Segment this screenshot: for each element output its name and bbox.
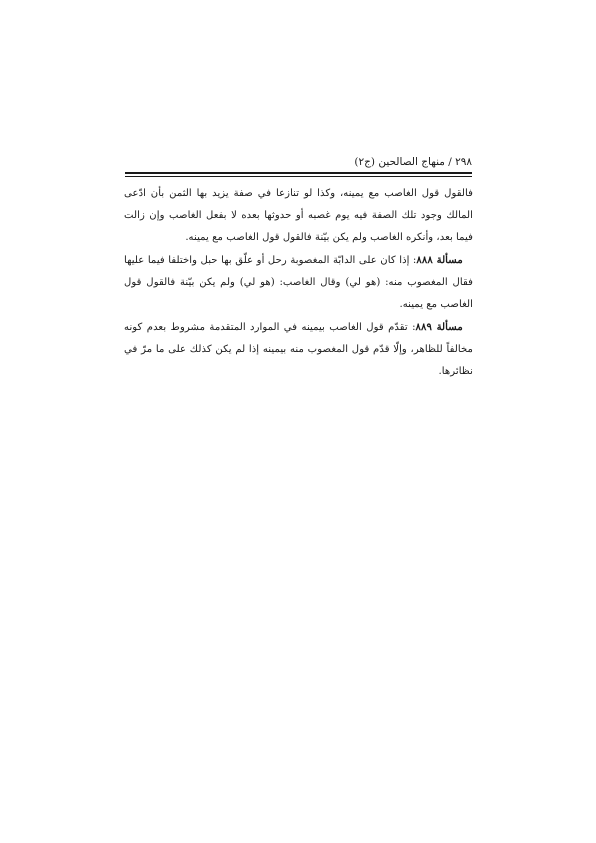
running-header: ٢٩٨ / منهاج الصالحين (ج٢): [354, 156, 472, 168]
issue-888-text: : إذا كان على الدابّة المغصوبة رحل أو علّق بها حبل واختلفا فيما عليها فقال المغصوب منه: (هو لي) وقال الغاصب: (هو لي) ولم يكن بيّنة فالقول قول الغاصب مع يمينه.: [124, 255, 473, 310]
body-text: [124, 183, 473, 383]
issue-889-label: مسألة ٨٨٩: [415, 321, 463, 333]
issue-888-paragraph: [124, 249, 473, 316]
issue-889-paragraph: [124, 316, 473, 383]
issue-889-text: : تقدّم قول الغاصب بيمينه في الموارد المتقدمة مشروط بعدم كونه مخالفاً للظاهر، وإلّا قدّم قول المغصوب منه بيمينه إذا لم يكن كذلك على ما مرّ في نظائرها.: [124, 322, 473, 377]
header-rule-thin: [125, 176, 472, 177]
paragraph-1: فالقول قول الغاصب مع يمينه، وكذا لو تنازعا في صفة يزيد بها الثمن بأن ادّعى المالك وجود تلك الصفة فيه يوم غصبه أو حدوثها بعده لا بفعل الغاصب وإن زالت فيما بعد، وأنكره الغاصب ولم يكن بيّنة فالقول قول الغاصب مع يمينه.: [124, 188, 473, 243]
issue-888-label: مسألة ٨٨٨: [416, 254, 463, 266]
header-rule-thick: [125, 172, 472, 174]
